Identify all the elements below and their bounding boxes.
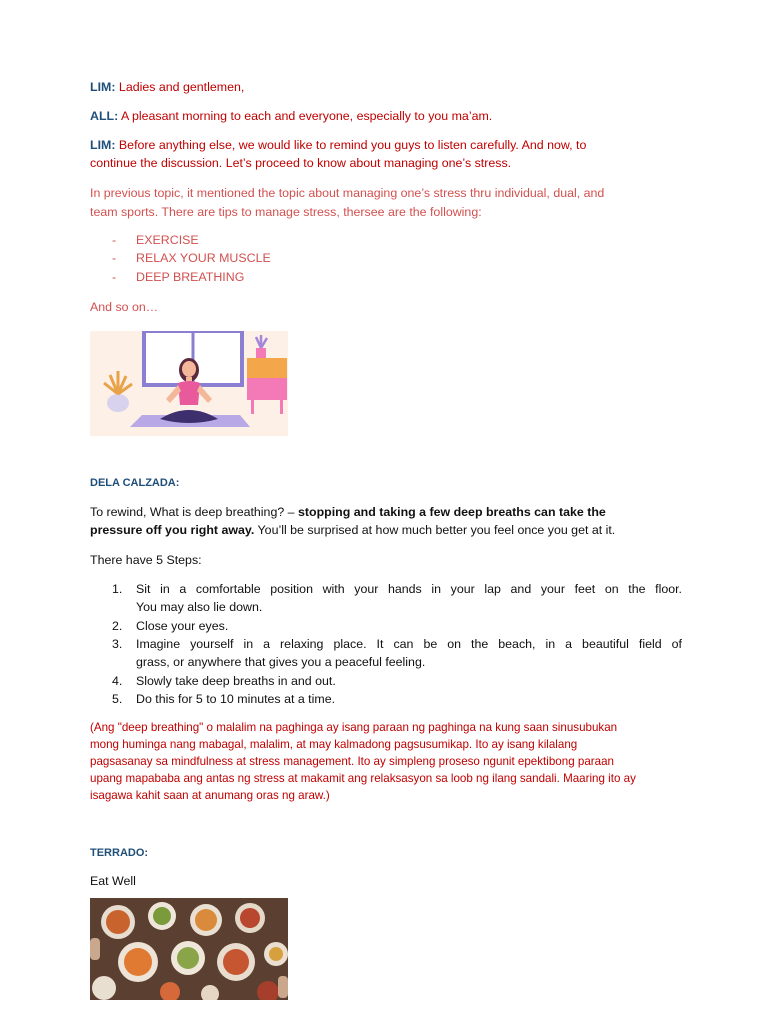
step-text-line1: Do this for 5 to 10 minutes at a time. — [136, 692, 336, 706]
filipino-paragraph-line: upang mapababa ang antas ng stress at makamit ang relaksasyon sa loob ng ilang sandali. Maaring ito ay — [90, 772, 636, 785]
food-table-photo — [90, 898, 288, 1000]
lim-greeting-line — [90, 78, 244, 96]
lim-reminder-text2: continue the discussion. Let’s proceed to know about managing one’s stress. — [90, 156, 512, 170]
list-dash: - — [112, 233, 117, 247]
step-number: 1. — [112, 582, 123, 596]
steps-intro-text: There have 5 Steps: — [90, 553, 202, 567]
all-greeting-line — [90, 107, 492, 125]
step-number: 3. — [112, 637, 123, 651]
list-dash: - — [112, 270, 117, 284]
step-text-line2: You may also lie down. — [136, 600, 263, 614]
list-dash: - — [112, 251, 117, 265]
step-number: 5. — [112, 692, 123, 706]
previous-topic-line2: team sports. There are tips to manage stress, thersee are the following: — [90, 205, 482, 219]
filipino-paragraph-line: isagawa kahit saan at anumang oras ng araw.) — [90, 789, 330, 802]
tip-label: RELAX YOUR MUSCLE — [136, 251, 271, 265]
rewind-bold-text2: pressure off you right away. — [90, 523, 255, 537]
step-number: 4. — [112, 674, 123, 688]
step-text-line1: Imagine yourself in a relaxing place. It can be on the beach, in a beautiful field of — [136, 637, 682, 651]
section-heading-terrado: TERRADO: — [90, 847, 149, 859]
tip-label: EXERCISE — [136, 233, 199, 247]
step-text-line2: grass, or anywhere that gives you a peaceful feeling. — [136, 655, 426, 669]
step-text-line1: Sit in a comfortable position with your hands in your lap and your feet on the floor. — [136, 582, 682, 596]
filipino-paragraph-line: pagsasanay sa mindfulness at stress management. Ito ay simpleng proseso ngunit epektibong paraan — [90, 755, 614, 768]
step-text-line1: Slowly take deep breaths in and out. — [136, 674, 336, 688]
lim-reminder-line1 — [90, 136, 586, 154]
speaker-tag-all: ALL: — [90, 109, 119, 123]
step-text-line1: Close your eyes. — [136, 619, 229, 633]
rewind-bold-text1: stopping and taking a few deep breaths can take the — [298, 505, 606, 519]
meditation-illustration — [90, 331, 288, 436]
eat-well-subheading: Eat Well — [90, 874, 136, 888]
and-so-on-text: And so on… — [90, 300, 159, 314]
rewind-intro-text: To rewind, What is deep breathing? – — [90, 505, 299, 519]
rewind-line1 — [90, 503, 606, 521]
speaker-tag-lim-2: LIM: — [90, 138, 116, 152]
rewind-outro-text: You’ll be surprised at how much better you feel once you get at it. — [254, 523, 616, 537]
step-number: 2. — [112, 619, 123, 633]
lim-greeting-text: Ladies and gentlemen, — [118, 80, 245, 94]
previous-topic-line1: In previous topic, it mentioned the topic about managing one’s stress thru individual, dual, and — [90, 186, 605, 200]
all-greeting-text: A pleasant morning to each and everyone, especially to you ma’am. — [120, 109, 493, 123]
rewind-line2 — [90, 521, 615, 539]
filipino-paragraph-line: mong huminga nang mabagal, malalim, at may kalmadong pagsusumikap. Ito ay isang kilalang — [90, 738, 578, 751]
speaker-tag-lim: LIM: — [90, 80, 116, 94]
filipino-paragraph-line: (Ang "deep breathing" o malalim na paghinga ay isang paraan ng paghinga na kung saan sinusubukan — [90, 721, 618, 734]
lim-reminder-text1: Before anything else, we would like to remind you guys to listen carefully. And now, to — [118, 138, 587, 152]
section-heading-dela-calzada: DELA CALZADA: — [90, 477, 180, 489]
tip-label: DEEP BREATHING — [136, 270, 245, 284]
